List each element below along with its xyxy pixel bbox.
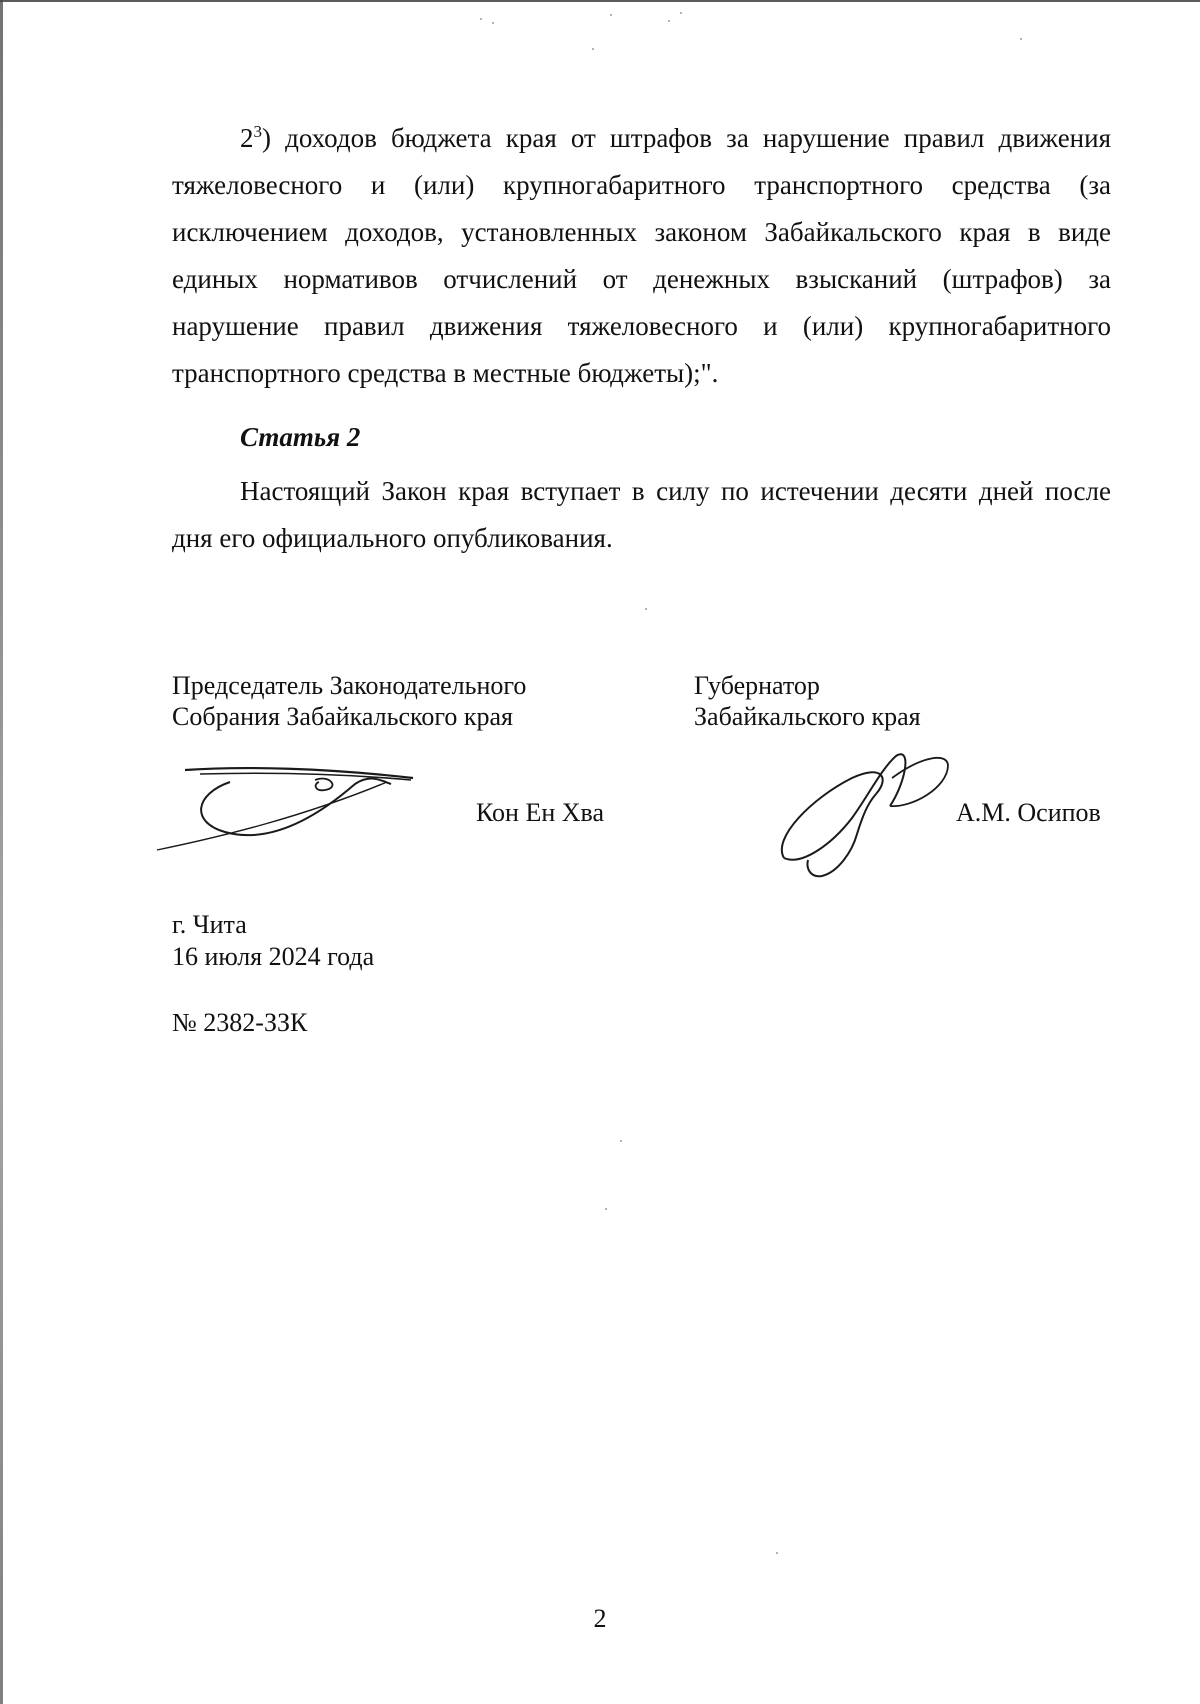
scan-speck — [645, 608, 647, 610]
scan-speck — [480, 18, 482, 20]
scan-speck — [492, 22, 494, 24]
right-position-line2: Забайкальского края — [694, 702, 921, 731]
scan-edge-left — [0, 0, 3, 1704]
scan-edge-top — [0, 0, 1200, 2]
left-signatory-name: Кон Ен Хва — [476, 798, 605, 827]
item-superscript: 3 — [253, 122, 262, 141]
page-number: 2 — [593, 1604, 607, 1633]
left-signatory-position — [172, 670, 526, 732]
right-signatory-position — [694, 670, 921, 732]
scan-speck — [620, 1140, 622, 1142]
right-position-line1: Губернатор — [694, 671, 820, 700]
article-text: Настоящий Закон края вступает в силу по истечении десяти дней после дня его официального опубликования. — [172, 476, 1111, 553]
scan-speck — [610, 14, 612, 16]
left-position-line1: Председатель Законодательного — [172, 671, 527, 700]
scan-speck — [605, 1208, 607, 1210]
scan-speck — [668, 20, 670, 22]
paragraph-item-2-3 — [172, 115, 1111, 397]
paragraph-text: ) доходов бюджета края от штрафов за нарушение правил движения тяжеловесного и (или) крупногабаритного транспортного средства (за исключением доходов, установленных законом Забайкальского края в виде единых нормативов отчислений от денежных взысканий (штрафов) за нарушение правил движения тяжеловесного и (или) крупногабаритного транспортного средства в местные бюджеты);". — [172, 123, 1111, 388]
scan-speck — [776, 1552, 778, 1554]
scan-speck — [592, 48, 594, 50]
scan-speck — [680, 12, 682, 14]
right-signatory-name: А.М. Осипов — [956, 798, 1101, 827]
handwritten-signature-icon — [155, 760, 415, 860]
place: г. Чита — [172, 910, 247, 939]
article-title: Статья 2 — [240, 422, 361, 452]
left-position-line2: Собрания Забайкальского края — [172, 702, 513, 731]
item-number: 2 — [240, 123, 254, 153]
law-number: № 2382-ЗЗК — [172, 1008, 308, 1037]
handwritten-signature-icon — [772, 748, 972, 878]
date: 16 июля 2024 года — [172, 942, 375, 971]
scan-speck — [1020, 38, 1022, 40]
